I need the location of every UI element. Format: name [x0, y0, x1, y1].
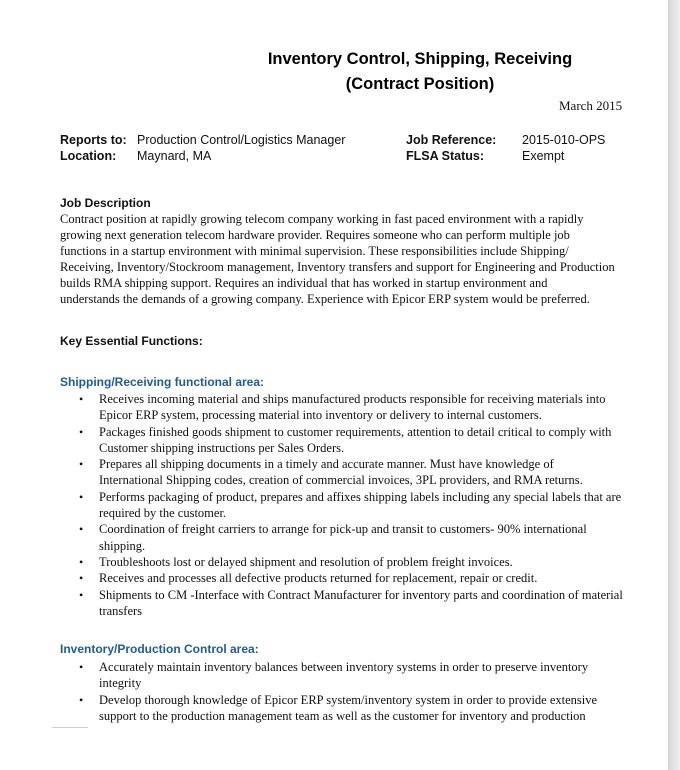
list-item	[60, 424, 640, 457]
bullet-icon: •	[79, 660, 84, 674]
list-item-line: Coordination of freight carriers to arrange for pick-up and transit to customers- 90% international	[99, 522, 587, 537]
reports-to-value: Production Control/Logistics Manager	[137, 133, 346, 147]
job-description-line: growing next generation telecom hardware provider. Requires someone who can perform multiple job	[60, 228, 570, 242]
page-footer-rule	[52, 727, 88, 728]
job-description-line: Receiving, Inventory/Stockroom management, Inventory transfers and support for Engineering and Production	[60, 260, 615, 274]
list-item-line: Develop thorough knowledge of Epicor ERP system/inventory system in order to provide extensive	[99, 692, 598, 707]
list-item-line: Packages finished goods shipment to customer requirements, attention to detail critical to comply with	[99, 424, 612, 439]
list-item-line: Receives incoming material and ships manufactured products responsible for receiving materials into	[99, 392, 606, 406]
shipping-list	[60, 391, 640, 619]
document-title: Inventory Control, Shipping, Receiving	[267, 50, 573, 68]
list-item-line: Accurately maintain inventory balances between inventory systems in order to preserve inventory	[99, 660, 589, 674]
list-item	[60, 521, 640, 554]
list-item-line: International Shipping codes, creation of commercial invoices, 3PL providers, and RMA returns.	[99, 473, 583, 488]
job-description-line: builds RMA shipping support. Requires an individual that has worked in startup environment and	[60, 276, 548, 290]
bullet-icon: •	[79, 571, 84, 586]
key-functions-heading: Key Essential Functions:	[60, 334, 203, 348]
job-reference-label: Job Reference:	[406, 133, 497, 147]
list-item	[60, 554, 640, 570]
bullet-icon: •	[79, 554, 84, 569]
bullet-icon: •	[79, 489, 84, 504]
page-edge-shadow	[668, 0, 680, 770]
list-item-line: shipping.	[99, 538, 146, 553]
list-item	[60, 659, 640, 692]
location-value: Maynard, MA	[137, 149, 212, 163]
shipping-section-heading: Shipping/Receiving functional area:	[60, 375, 265, 389]
list-item-line: Receives and processes all defective products returned for replacement, repair or credit.	[99, 571, 538, 586]
bullet-icon: •	[79, 457, 84, 472]
bullet-icon: •	[79, 587, 84, 602]
flsa-status-label: FLSA Status:	[406, 149, 485, 163]
list-item	[60, 570, 640, 586]
inventory-section-heading: Inventory/Production Control area:	[60, 642, 259, 656]
list-item	[60, 456, 640, 489]
flsa-status-value: Exempt	[522, 149, 565, 163]
job-description-line: understands the demands of a growing company. Experience with Epicor ERP system would be preferred.	[60, 292, 590, 306]
list-item-line: transfers	[99, 603, 143, 618]
bullet-icon: •	[79, 692, 84, 707]
list-item-line: Epicor ERP system, processing material into inventory or delivery to internal customers.	[99, 408, 542, 423]
list-item-line: Customer shipping instructions per Sales Orders.	[99, 440, 345, 455]
job-reference-value: 2015-010-OPS	[522, 133, 606, 147]
job-description-text	[60, 211, 640, 307]
document-date: March 2015	[559, 98, 623, 113]
list-item-line: required by the customer.	[99, 506, 227, 521]
document-subtitle: (Contract Position)	[345, 75, 495, 93]
bullet-icon: •	[79, 424, 84, 439]
job-description-line: Contract position at rapidly growing telecom company working in fast paced environment with a rapidly	[60, 212, 584, 226]
list-item-line: Troubleshoots lost or delayed shipment and resolution of problem freight invoices.	[99, 554, 513, 569]
list-item	[60, 489, 640, 522]
list-item-line: integrity	[99, 676, 142, 691]
bullet-icon: •	[79, 522, 84, 537]
list-item-line: support to the production management team as well as the customer for inventory and production	[99, 708, 586, 723]
inventory-list	[60, 659, 640, 724]
job-description-line: functions in a startup environment with minimal supervision. These responsibilities include Shipping/	[60, 244, 569, 258]
bullet-icon: •	[79, 392, 84, 406]
list-item-line: Performs packaging of product, prepares and affixes shipping labels including any special labels that are	[99, 489, 622, 504]
list-item-line: Shipments to CM -Interface with Contract Manufacturer for inventory parts and coordination of material	[99, 587, 623, 602]
list-item	[60, 391, 640, 424]
location-label: Location:	[60, 149, 117, 163]
list-item	[60, 587, 640, 620]
reports-to-label: Reports to:	[60, 133, 127, 147]
list-item-line: Prepares all shipping documents in a timely and accurate manner. Must have knowledge of	[99, 457, 554, 472]
list-item	[60, 692, 640, 725]
job-description-heading: Job Description	[60, 196, 151, 210]
